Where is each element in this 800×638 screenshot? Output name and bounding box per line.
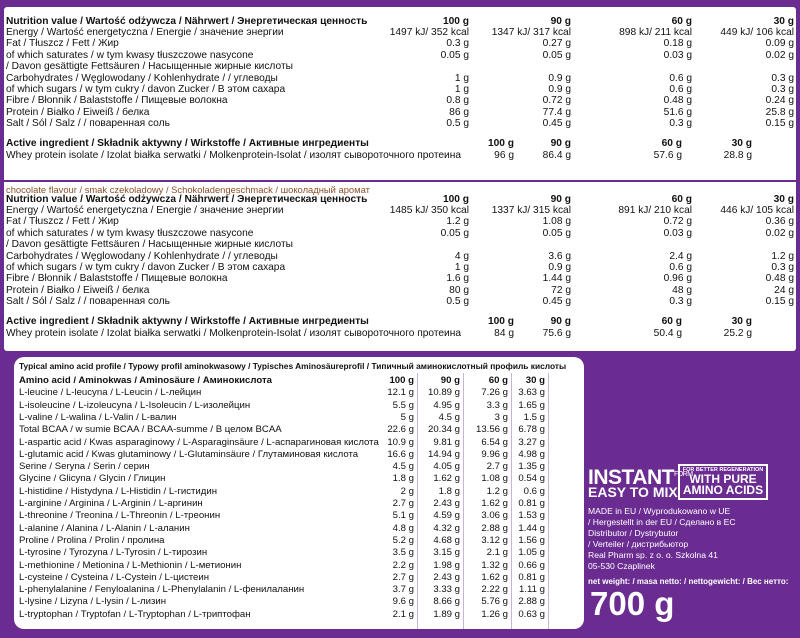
section-divider bbox=[4, 180, 796, 182]
amino-acid-value-c2: 1.62 g bbox=[433, 473, 460, 485]
nutrition-row bbox=[4, 50, 796, 62]
amino-acid-value-c1: 1.8 g bbox=[392, 473, 414, 485]
active-header-value-c3: 60 g bbox=[661, 137, 682, 149]
nutrition-header-value-c1: 100 g bbox=[442, 16, 469, 27]
amino-acid-label: L-tyrosine / Tyrozyna / L-Tyrosin / L-тирозин bbox=[19, 547, 208, 559]
amino-acid-value-c3: 7.26 g bbox=[481, 387, 508, 399]
nutrition-value-c3: 0.18 g bbox=[663, 38, 692, 50]
nutrition-header-value-c2: 90 g bbox=[550, 194, 571, 205]
amino-acid-value-c3: 3.12 g bbox=[481, 534, 508, 546]
amino-acid-value-c2: 4.59 g bbox=[433, 510, 460, 522]
amino-acid-label: L-cysteine / Cysteina / L-Cystein / L-цистеин bbox=[19, 571, 210, 583]
address-line-2: 05-530 Czaplinek bbox=[588, 561, 655, 571]
amino-acid-label: L-histidine / Histydyna / L-Histidin / L-гистидин bbox=[19, 485, 218, 497]
amino-acid-row bbox=[14, 510, 584, 522]
nutrition-value-c1: 1497 kJ/ 352 kcal bbox=[389, 27, 469, 38]
amino-acid-value-c4: 1.35 g bbox=[518, 461, 545, 473]
nutrition-label: Fat / Tłuszcz / Fett / Жир bbox=[6, 38, 119, 50]
nutrition-value-c1: 4 g bbox=[454, 250, 469, 262]
nutrition-label: / Davon gesättigte Fettsäuren / Насыщенные жирные кислоты bbox=[6, 61, 293, 73]
amino-acid-label: L-glutamic acid / Kwas glutaminowy / L-Glutaminsäure / Глутаминовая кислота bbox=[19, 448, 359, 460]
nutrition-value-c4: 0.15 g bbox=[765, 118, 794, 130]
nutrition-row bbox=[4, 239, 796, 251]
nutrition-value-c1: 0.8 g bbox=[446, 95, 469, 107]
made-line-2: / Hergestellt in der EU / Сделано в ЕС bbox=[588, 517, 736, 527]
nutrition-row bbox=[4, 216, 796, 228]
amino-acid-value-c4: 0.54 g bbox=[518, 473, 545, 485]
nutrition-value-c2: 1347 kJ/ 317 kcal bbox=[491, 27, 571, 38]
nutrition-label: Carbohydrates / Węglowodany / Kohlenhydrate / / углеводы bbox=[6, 250, 278, 262]
nutrition-label: of which sugars / w tym cukry / davon Zucker / В этом сахара bbox=[6, 84, 286, 95]
amino-header-value-c1: 100 g bbox=[389, 375, 414, 386]
amino-acid-value-c2: 1.89 g bbox=[433, 608, 460, 620]
amino-acid-value-c2: 2.43 g bbox=[433, 571, 460, 583]
nutrition-value-c1: 1485 kJ/ 350 kcal bbox=[389, 205, 469, 216]
amino-acid-label: L-lysine / Lizyna / L-lysin / L-лизин bbox=[19, 596, 167, 608]
amino-acid-value-c4: 4.98 g bbox=[518, 448, 545, 460]
nutrition-value-c2: 0.9 g bbox=[548, 72, 571, 84]
nutrition-header-label: Nutrition value / Wartość odżywcza / Nährwert / Энергетическая ценность bbox=[6, 16, 368, 27]
nutrition-label: of which saturates / w tym kwasy tłuszczowe nasycone bbox=[6, 49, 254, 61]
badge-top: FOR BETTER REGENERATION bbox=[682, 467, 764, 473]
nutrition-value-c2: 0.9 g bbox=[548, 262, 571, 273]
amino-acid-value-c1: 2.7 g bbox=[392, 571, 414, 583]
amino-acid-value-c1: 2.2 g bbox=[392, 559, 414, 571]
nutrition-value-c4: 0.24 g bbox=[765, 95, 794, 107]
amino-acid-label: Glycine / Glicyna / Glycin / Глицин bbox=[19, 473, 166, 485]
active-ingredient-label: Whey protein isolate / Izolat białka serwatki / Molkenprotein-Isolat / изолят сывороточного протеина bbox=[6, 149, 462, 161]
amino-acid-value-c3: 5.76 g bbox=[481, 596, 508, 608]
nutrition-value-c3: 0.48 g bbox=[663, 95, 692, 107]
amino-acid-value-c1: 3.5 g bbox=[392, 547, 414, 559]
amino-acid-row bbox=[14, 572, 584, 584]
nutrition-value-c4: 24 g bbox=[774, 284, 794, 296]
amino-acid-value-c3: 3 g bbox=[494, 411, 508, 423]
nutrition-row bbox=[4, 73, 796, 85]
active-ingredient-value-c4: 25.2 g bbox=[723, 327, 752, 339]
amino-acid-label: L-phenylalanine / Fenyloalanina / L-Phenylalanin / L-фенилаланин bbox=[19, 584, 305, 596]
active-header-value-c1: 100 g bbox=[487, 137, 514, 149]
amino-acid-value-c1: 5.2 g bbox=[392, 534, 414, 546]
amino-acid-value-c3: 2.7 g bbox=[486, 461, 508, 473]
nutrition-row bbox=[4, 27, 796, 39]
amino-acid-value-c2: 14.94 g bbox=[427, 448, 460, 460]
nutrition-label: Protein / Białko / Eiweiß / белка bbox=[6, 284, 150, 296]
amino-acid-value-c2: 4.5 g bbox=[438, 411, 460, 423]
nutrition-value-c2: 0.45 g bbox=[542, 118, 571, 130]
nutrition-row bbox=[4, 251, 796, 263]
nutrition-value-c4: 446 kJ/ 105 kcal bbox=[720, 205, 794, 216]
amino-acid-value-c3: 9.96 g bbox=[481, 448, 508, 460]
amino-acid-value-c3: 2.88 g bbox=[481, 522, 508, 534]
amino-acid-value-c3: 1.32 g bbox=[481, 559, 508, 571]
amino-header-value-c4: 30 g bbox=[525, 375, 545, 386]
nutrition-label: Salt / Sól / Salz / / поваренная соль bbox=[6, 118, 170, 130]
nutrition-label: Protein / Białko / Eiweiß / белка bbox=[6, 106, 150, 118]
amino-acid-value-c2: 4.32 g bbox=[433, 522, 460, 534]
active-header-value-c4: 30 g bbox=[731, 137, 752, 149]
nutrition-header-value-c1: 100 g bbox=[442, 194, 469, 205]
amino-acid-label: L-threonine / Treonina / L-Threonin / L-треонин bbox=[19, 510, 221, 522]
amino-acid-value-c2: 8.66 g bbox=[433, 596, 460, 608]
nutrition-value-c1: 0.5 g bbox=[446, 118, 469, 130]
easy-to-mix: EASY TO MIX bbox=[588, 484, 678, 500]
amino-acid-value-c1: 2.1 g bbox=[392, 608, 414, 620]
nutrition-value-c3: 51.6 g bbox=[663, 106, 692, 118]
active-header-row bbox=[4, 138, 796, 150]
active-header-value-c4: 30 g bbox=[731, 315, 752, 327]
nutrition-value-c1: 0.05 g bbox=[440, 227, 469, 239]
amino-acid-label: L-valine / L-walina / L-Valin / L-валин bbox=[19, 411, 177, 423]
amino-acid-value-c3: 1.26 g bbox=[481, 608, 508, 620]
nutrition-value-c1: 80 g bbox=[449, 284, 469, 296]
amino-header-value-c3: 60 g bbox=[488, 375, 508, 386]
instant-text: INSTANT bbox=[588, 466, 674, 489]
made-line-1: MADE in EU / Wyprodukowano w UE bbox=[588, 506, 731, 516]
nutrition-value-c3: 0.6 g bbox=[669, 262, 692, 273]
nutrition-value-c2: 1.08 g bbox=[542, 216, 571, 228]
nutrition-value-c4: 0.09 g bbox=[765, 38, 794, 50]
nutrition-value-c1: 86 g bbox=[449, 106, 469, 118]
amino-acid-value-c4: 3.27 g bbox=[518, 436, 545, 448]
distributor-line-2: / Verteiler / дистрибьютор bbox=[588, 539, 689, 549]
nutrition-label: Fibre / Błonnik / Balaststoffe / Пищевые волокна bbox=[6, 95, 228, 107]
amino-acid-label: L-aspartic acid / Kwas asparaginowy / L-Asparaginsäure / L-аспарагиновая кислота bbox=[19, 436, 379, 448]
amino-acid-value-c2: 3.15 g bbox=[433, 547, 460, 559]
amino-acid-value-c1: 5.1 g bbox=[392, 510, 414, 522]
nutrition-row bbox=[4, 84, 796, 96]
nutrition-header-value-c3: 60 g bbox=[671, 194, 692, 205]
active-header-value-c3: 60 g bbox=[661, 315, 682, 327]
nutrition-value-c2: 72 g bbox=[551, 284, 571, 296]
nutrition-label: of which sugars / w tym cukry / davon Zucker / В этом сахара bbox=[6, 262, 286, 273]
active-header-row bbox=[4, 316, 796, 328]
nutrition-row bbox=[4, 273, 796, 285]
nutrition-value-c1: 0.05 g bbox=[440, 49, 469, 61]
nutrition-value-c3: 0.6 g bbox=[669, 84, 692, 95]
amino-acid-value-c2: 4.95 g bbox=[433, 399, 460, 411]
amino-acid-value-c4: 1.44 g bbox=[518, 522, 545, 534]
amino-acid-value-c4: 1.05 g bbox=[518, 547, 545, 559]
amino-acid-row bbox=[14, 584, 584, 596]
amino-acid-value-c1: 2 g bbox=[400, 485, 414, 497]
nutrition-row bbox=[4, 228, 796, 240]
amino-acid-row bbox=[14, 547, 584, 559]
nutrition-value-c3: 2.4 g bbox=[669, 250, 692, 262]
badge-main: WITH PURE AMINO ACIDS bbox=[682, 472, 764, 497]
nutrition-value-c3: 0.72 g bbox=[663, 216, 692, 228]
nutrition-value-c1: 1.6 g bbox=[446, 273, 469, 285]
amino-acid-label: L-tryptophan / Tryptofan / L-Tryptophan / L-триптофан bbox=[19, 608, 251, 620]
nutrition-row bbox=[4, 262, 796, 274]
active-ingredient-value-c2: 86.4 g bbox=[542, 149, 571, 161]
nutrition-value-c2: 1.44 g bbox=[542, 273, 571, 285]
nutrition-label: / Davon gesättigte Fettsäuren / Насыщенные жирные кислоты bbox=[6, 239, 293, 251]
active-ingredient-value-c4: 28.8 g bbox=[723, 149, 752, 161]
nutrition-row bbox=[4, 205, 796, 217]
amino-acid-value-c4: 0.66 g bbox=[518, 559, 545, 571]
nutrition-value-c3: 0.03 g bbox=[663, 227, 692, 239]
nutrition-label: Fibre / Błonnik / Balaststoffe / Пищевые волокна bbox=[6, 273, 228, 285]
amino-acid-panel bbox=[14, 357, 584, 629]
amino-acid-row bbox=[14, 609, 584, 621]
amino-acid-value-c3: 1.62 g bbox=[481, 571, 508, 583]
active-ingredient-value-c3: 50.4 g bbox=[653, 327, 682, 339]
amino-acid-row bbox=[14, 486, 584, 498]
nutrition-value-c3: 0.3 g bbox=[669, 296, 692, 308]
distributor-line-1: Distributor / Dystrybutor bbox=[588, 528, 679, 538]
nutrition-label: of which saturates / w tym kwasy tłuszczowe nasycone bbox=[6, 227, 254, 239]
nutrition-value-c3: 898 kJ/ 211 kcal bbox=[619, 27, 692, 38]
amino-acid-row bbox=[14, 387, 584, 399]
nutrition-value-c1: 1.2 g bbox=[446, 216, 469, 228]
nutrition-row bbox=[4, 38, 796, 50]
active-header-label: Active ingredient / Składnik aktywny / Wirkstoffe / Активные ингредиенты bbox=[6, 137, 369, 149]
nutrition-panel bbox=[4, 7, 796, 351]
amino-acid-value-c4: 1.53 g bbox=[518, 510, 545, 522]
amino-acid-value-c1: 4.5 g bbox=[392, 461, 414, 473]
nutrition-value-c4: 0.3 g bbox=[771, 262, 794, 273]
nutrition-value-c1: 1 g bbox=[454, 262, 469, 273]
amino-acid-label: L-arginine / Arginina / L-Arginin / L-аргинин bbox=[19, 498, 203, 509]
nutrition-value-c3: 0.03 g bbox=[663, 49, 692, 61]
amino-acid-value-c2: 1.8 g bbox=[438, 485, 460, 497]
nutrition-label: Fat / Tłuszcz / Fett / Жир bbox=[6, 216, 119, 228]
amino-acid-label: L-alanine / Alanina / L-Alanin / L-аланин bbox=[19, 522, 190, 534]
amino-acid-value-c4: 1.65 g bbox=[518, 399, 545, 411]
active-ingredient-value-c1: 96 g bbox=[494, 149, 514, 161]
amino-acid-row bbox=[14, 560, 584, 572]
address-line-1: Real Pharm sp. z o. o. Szkolna 41 bbox=[588, 550, 718, 560]
nutrition-value-c1: 1 g bbox=[454, 84, 469, 95]
amino-acid-value-c4: 0.81 g bbox=[518, 571, 545, 583]
nutrition-value-c2: 0.45 g bbox=[542, 296, 571, 308]
amino-badge bbox=[678, 464, 768, 500]
amino-acid-value-c2: 4.68 g bbox=[433, 534, 460, 546]
amino-acid-label: Total BCAA / w sumie BCAA / BCAA-summe / В целом BCAA bbox=[19, 424, 282, 436]
amino-acid-label: Serine / Seryna / Serin / серин bbox=[19, 461, 150, 473]
nutrition-header-value-c2: 90 g bbox=[550, 16, 571, 27]
amino-acid-row bbox=[14, 523, 584, 535]
nutrition-row bbox=[4, 95, 796, 107]
nutrition-value-c4: 449 kJ/ 106 kcal bbox=[720, 27, 794, 38]
amino-acid-value-c1: 5.5 g bbox=[392, 399, 414, 411]
amino-acid-row bbox=[14, 437, 584, 449]
amino-acid-value-c1: 9.6 g bbox=[392, 596, 414, 608]
amino-acid-row bbox=[14, 473, 584, 485]
nutrition-value-c4: 0.15 g bbox=[765, 296, 794, 308]
nutrition-header-value-c4: 30 g bbox=[773, 16, 794, 27]
nutrition-value-c3: 891 kJ/ 210 kcal bbox=[618, 205, 692, 216]
nutrition-value-c4: 0.48 g bbox=[765, 273, 794, 285]
active-header-value-c2: 90 g bbox=[550, 137, 571, 149]
active-header-value-c2: 90 g bbox=[550, 315, 571, 327]
amino-acid-value-c2: 10.89 g bbox=[427, 387, 460, 399]
nutrition-value-c1: 1 g bbox=[454, 72, 469, 84]
amino-acid-value-c1: 4.8 g bbox=[392, 522, 414, 534]
amino-acid-value-c4: 0.63 g bbox=[518, 608, 545, 620]
nutrition-row bbox=[4, 285, 796, 297]
nutrition-row bbox=[4, 296, 796, 308]
nutrition-label: Salt / Sól / Salz / / поваренная соль bbox=[6, 296, 170, 308]
nutrition-value-c1: 0.5 g bbox=[446, 296, 469, 308]
nutrition-value-c3: 48 g bbox=[672, 284, 692, 296]
amino-acid-value-c1: 5 g bbox=[400, 411, 414, 423]
nutrition-value-c4: 0.02 g bbox=[765, 227, 794, 239]
amino-acid-value-c1: 10.9 g bbox=[387, 436, 414, 448]
nutrition-value-c2: 3.6 g bbox=[548, 250, 571, 262]
amino-acid-row bbox=[14, 596, 584, 608]
amino-acid-value-c1: 22.6 g bbox=[387, 424, 414, 436]
amino-acid-row bbox=[14, 400, 584, 412]
active-header-label: Active ingredient / Składnik aktywny / Wirkstoffe / Активные ингредиенты bbox=[6, 315, 369, 327]
nutrition-value-c2: 0.05 g bbox=[542, 49, 571, 61]
nutrition-value-c4: 0.3 g bbox=[771, 84, 794, 95]
nutrition-row bbox=[4, 107, 796, 119]
nutrition-row bbox=[4, 61, 796, 73]
amino-acid-value-c1: 2.7 g bbox=[392, 498, 414, 509]
amino-acid-label: L-leucine / L-leucyna / L-Leucin / L-лейцин bbox=[19, 387, 202, 399]
amino-title-row bbox=[14, 361, 584, 373]
amino-acid-row bbox=[14, 424, 584, 436]
amino-acid-value-c4: 2.88 g bbox=[518, 596, 545, 608]
amino-acid-value-c2: 20.34 g bbox=[427, 424, 460, 436]
active-ingredient-value-c1: 84 g bbox=[494, 327, 514, 339]
amino-acid-value-c3: 1.62 g bbox=[481, 498, 508, 509]
nutrition-value-c2: 0.05 g bbox=[542, 227, 571, 239]
amino-acid-value-c2: 2.43 g bbox=[433, 498, 460, 509]
flavour-label: chocolate flavour / smak czekoladowy / Schokoladengeschmack / шоколадный аромат bbox=[6, 184, 370, 195]
amino-acid-value-c4: 1.56 g bbox=[518, 534, 545, 546]
nutrition-label: Carbohydrates / Węglowodany / Kohlenhydrate / / углеводы bbox=[6, 72, 278, 84]
amino-acid-row bbox=[14, 412, 584, 424]
active-ingredient-row bbox=[4, 328, 796, 340]
amino-acid-value-c2: 1.98 g bbox=[433, 559, 460, 571]
nutrition-value-c2: 77.4 g bbox=[542, 106, 571, 118]
nutrition-value-c2: 0.72 g bbox=[542, 95, 571, 107]
amino-acid-value-c3: 2.1 g bbox=[486, 547, 508, 559]
amino-acid-value-c4: 1.5 g bbox=[523, 411, 545, 423]
nutrition-value-c3: 0.6 g bbox=[669, 72, 692, 84]
net-weight-value: 700 g bbox=[590, 585, 675, 622]
amino-acid-value-c4: 6.78 g bbox=[518, 424, 545, 436]
amino-acid-row bbox=[14, 449, 584, 461]
form-text: FORM bbox=[673, 471, 693, 478]
active-ingredient-value-c2: 75.6 g bbox=[542, 327, 571, 339]
amino-header-value-c2: 90 g bbox=[440, 375, 460, 386]
nutrition-value-c4: 0.36 g bbox=[765, 216, 794, 228]
nutrition-label: Energy / Wartość energetyczna / Energie / значение энергии bbox=[6, 27, 284, 38]
amino-acid-row bbox=[14, 535, 584, 547]
nutrition-value-c2: 0.9 g bbox=[548, 84, 571, 95]
amino-acid-value-c1: 12.1 g bbox=[387, 387, 414, 399]
amino-acid-row bbox=[14, 461, 584, 473]
nutrition-value-c4: 0.3 g bbox=[771, 72, 794, 84]
nutrition-value-c1: 0.3 g bbox=[446, 38, 469, 50]
nutrition-value-c2: 0.27 g bbox=[542, 38, 571, 50]
active-ingredient-label: Whey protein isolate / Izolat białka serwatki / Molkenprotein-Isolat / изолят сывороточного протеина bbox=[6, 327, 462, 339]
nutrition-value-c2: 1337 kJ/ 315 kcal bbox=[491, 205, 571, 216]
amino-acid-value-c2: 9.81 g bbox=[433, 436, 460, 448]
active-ingredient-row bbox=[4, 150, 796, 162]
amino-acid-label: L-isoleucine / L-izoleucyna / L-Isoleucin / L-изолейцин bbox=[19, 399, 251, 411]
amino-acid-value-c1: 3.7 g bbox=[392, 584, 414, 596]
nutrition-header-value-c4: 30 g bbox=[773, 194, 794, 205]
amino-acid-value-c4: 0.81 g bbox=[518, 498, 545, 509]
amino-acid-value-c4: 3.63 g bbox=[518, 387, 545, 399]
amino-acid-value-c3: 1.08 g bbox=[481, 473, 508, 485]
amino-acid-label: L-methionine / Metionina / L-Methionin / L-метионин bbox=[19, 559, 242, 571]
amino-acid-value-c2: 3.33 g bbox=[433, 584, 460, 596]
amino-acid-value-c4: 0.6 g bbox=[523, 485, 545, 497]
amino-acid-value-c1: 16.6 g bbox=[387, 448, 414, 460]
amino-header-row bbox=[14, 375, 584, 387]
active-ingredient-value-c3: 57.6 g bbox=[653, 149, 682, 161]
nutrition-value-c4: 25.8 g bbox=[765, 106, 794, 118]
nutrition-row bbox=[4, 118, 796, 130]
nutrition-header-value-c3: 60 g bbox=[671, 16, 692, 27]
amino-acid-row bbox=[14, 498, 584, 510]
active-header-value-c1: 100 g bbox=[487, 315, 514, 327]
amino-acid-value-c3: 1.2 g bbox=[486, 485, 508, 497]
nutrition-label: Energy / Wartość energetyczna / Energie / значение энергии bbox=[6, 205, 284, 216]
amino-acid-value-c3: 2.22 g bbox=[481, 584, 508, 596]
nutrition-value-c4: 0.02 g bbox=[765, 49, 794, 61]
amino-title: Typical amino acid profile / Typowy profil aminokwasowy / Typisches Aminosäureprofil / Типичный аминокислотный профиль кислоты bbox=[19, 361, 567, 371]
amino-acid-label: Proline / Prolina / Prolin / пролина bbox=[19, 534, 165, 546]
amino-acid-value-c3: 3.06 g bbox=[481, 510, 508, 522]
amino-acid-value-c3: 13.56 g bbox=[475, 424, 508, 436]
amino-acid-value-c3: 6.54 g bbox=[481, 436, 508, 448]
amino-acid-value-c2: 4.05 g bbox=[433, 461, 460, 473]
nutrition-value-c3: 0.96 g bbox=[663, 273, 692, 285]
nutrition-header-label: Nutrition value / Wartość odżywcza / Nährwert / Энергетическая ценность bbox=[6, 194, 368, 205]
amino-header-label: Amino acid / Aminokwas / Aminosäure / Аминокислота bbox=[19, 375, 272, 386]
amino-acid-value-c3: 3.3 g bbox=[486, 399, 508, 411]
nutrition-value-c3: 0.3 g bbox=[669, 118, 692, 130]
net-weight-label: net weight: / masa netto: / nettogewicht: / Вес нетто: bbox=[588, 577, 789, 586]
nutrition-value-c4: 1.2 g bbox=[771, 250, 794, 262]
amino-acid-value-c4: 1.11 g bbox=[519, 584, 545, 596]
